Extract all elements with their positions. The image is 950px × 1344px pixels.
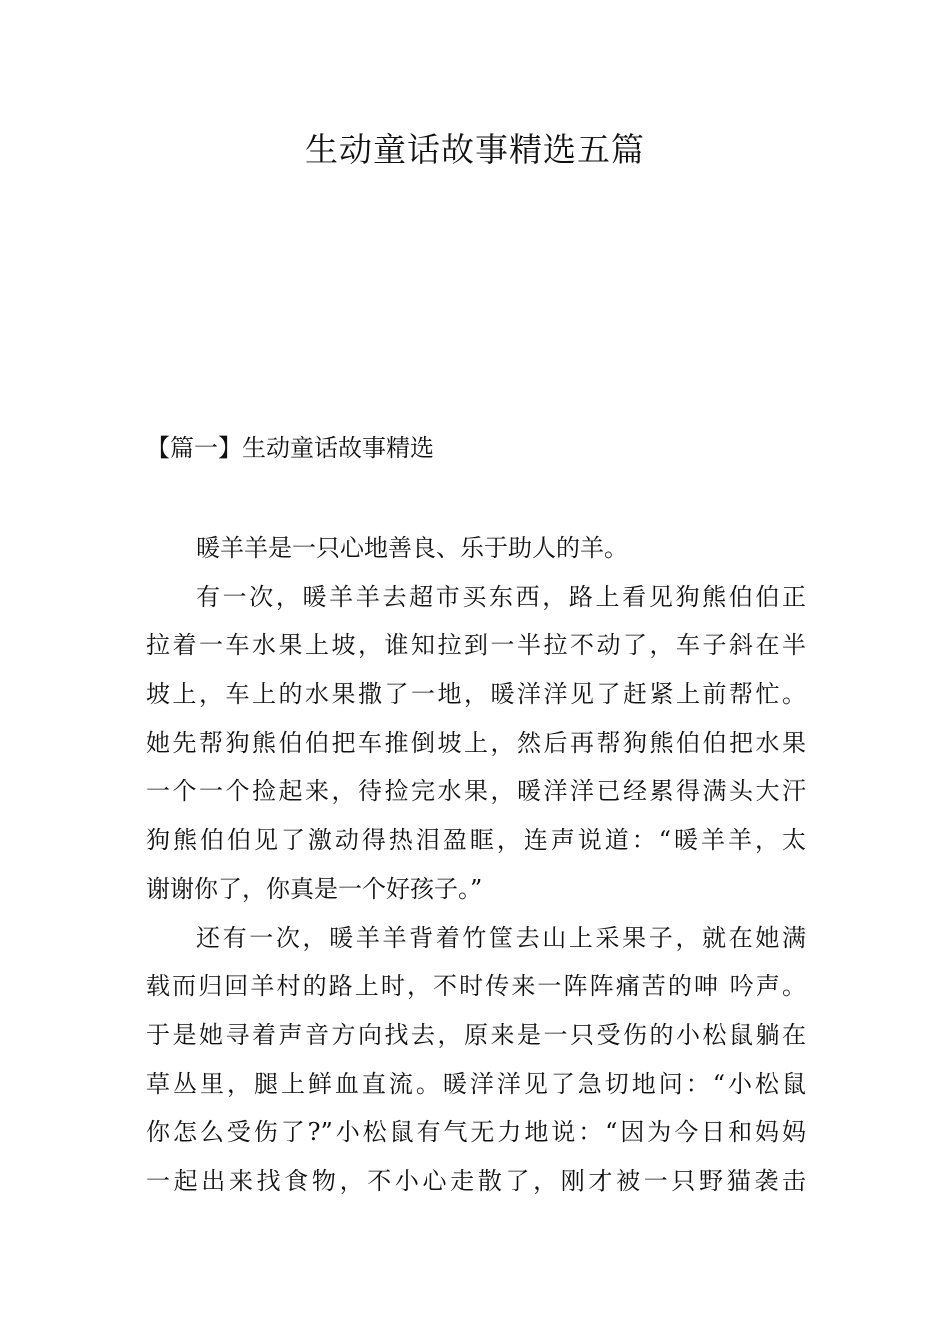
paragraph-line: 有一次，暖羊羊去超市买东西，路上看见狗熊伯伯正 bbox=[196, 582, 806, 611]
body-text bbox=[146, 528, 806, 1210]
paragraph-line: 暖羊羊是一只心地善良、乐于助人的羊。 bbox=[196, 534, 628, 562]
paragraph-line: 载而归回羊村的路上时，不时传来一阵阵痛苦的呻 吟声。 bbox=[146, 972, 806, 1001]
paragraph-line: 她先帮狗熊伯伯把车推倒坡上，然后再帮狗熊伯伯把水果 bbox=[146, 728, 806, 757]
paragraph-line: 还有一次，暖羊羊背着竹筐去山上采果子，就在她满 bbox=[196, 923, 806, 952]
paragraph-line: 狗熊伯伯见了激动得热泪盈眶，连声说道：“暖羊羊，太 bbox=[146, 826, 806, 855]
paragraph-line: 拉着一车水果上坡，谁知拉到一半拉不动了，车子斜在半 bbox=[146, 631, 806, 660]
section-heading: 【篇一】生动童话故事精选 bbox=[146, 434, 434, 462]
paragraph-line: 坡上，车上的水果撒了一地，暖洋洋见了赶紧上前帮忙。 bbox=[146, 680, 806, 709]
paragraph-line: 一个一个捡起来，待捡完水果，暖洋洋已经累得满头大汗 bbox=[146, 777, 806, 806]
paragraph-line: 一起出来找食物，不小心走散了，刚才被一只野猫袭击 bbox=[146, 1166, 806, 1195]
paragraph-line: 谢谢你了，你真是一个好孩子。” bbox=[146, 874, 483, 903]
paragraph-line: 草丛里，腿上鲜血直流。暖洋洋见了急切地问：“小松鼠 bbox=[146, 1069, 806, 1098]
paragraph-line: 你怎么受伤了?”小松鼠有气无力地说：“因为今日和妈妈 bbox=[146, 1118, 806, 1147]
paragraph-line: 于是她寻着声音方向找去，原来是一只受伤的小松鼠躺在 bbox=[146, 1020, 806, 1049]
document-title: 生动童话故事精选五篇 bbox=[305, 130, 645, 169]
